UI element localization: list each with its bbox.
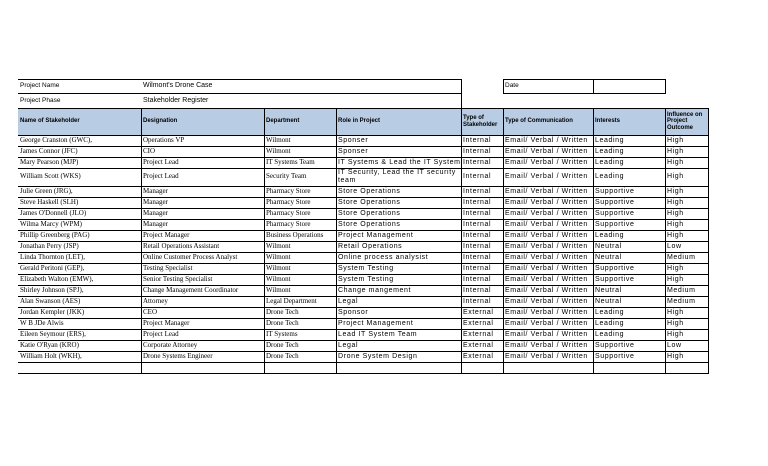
cell-communication[interactable]: Email/ Verbal / Written	[505, 319, 588, 327]
cell-interests[interactable]: Supportive	[595, 341, 635, 349]
cell-communication[interactable]: Email/ Verbal / Written	[505, 253, 588, 261]
cell-influence[interactable]: High	[667, 136, 684, 144]
cell-influence[interactable]: High	[667, 220, 684, 228]
cell-communication[interactable]: Email/ Verbal / Written	[505, 264, 588, 272]
cell-stakeholder-type[interactable]: Internal	[463, 231, 492, 239]
cell-department[interactable]: Drone Tech	[266, 340, 299, 349]
cell-interests[interactable]: Leading	[595, 319, 625, 327]
grid-line	[665, 108, 666, 374]
cell-communication[interactable]: Email/ Verbal / Written	[505, 198, 588, 206]
grid-line	[18, 351, 708, 352]
grid-line	[461, 108, 462, 374]
grid-line	[18, 79, 462, 80]
cell-interests[interactable]: Supportive	[595, 187, 635, 195]
cell-designation[interactable]: Retail Operations Assistant	[143, 241, 220, 250]
cell-influence[interactable]: High	[667, 330, 684, 338]
cell-name[interactable]: Eileen Seymour (ERS),	[20, 329, 86, 338]
cell-department[interactable]: Pharmacy Store	[266, 208, 311, 217]
grid-line	[18, 329, 708, 330]
cell-name[interactable]: Mary Pearson (MJP)	[20, 157, 79, 166]
cell-role[interactable]: Store Operations	[338, 198, 401, 206]
cell-role[interactable]: Legal	[338, 341, 359, 349]
cell-interests[interactable]: Supportive	[595, 264, 635, 272]
cell-stakeholder-type[interactable]: Internal	[463, 158, 492, 166]
cell-stakeholder-type[interactable]: External	[463, 308, 494, 316]
cell-influence[interactable]: High	[667, 173, 684, 181]
cell-stakeholder-type[interactable]: Internal	[463, 253, 492, 261]
cell-stakeholder-type[interactable]: Internal	[463, 173, 492, 181]
cell-role[interactable]: Store Operations	[338, 220, 401, 228]
cell-department[interactable]: Pharmacy Store	[266, 186, 311, 195]
cell-role[interactable]: Store Operations	[338, 187, 401, 195]
cell-name[interactable]: William Scott (WKS)	[20, 172, 81, 181]
cell-communication[interactable]: Email/ Verbal / Written	[505, 242, 588, 250]
cell-influence[interactable]: High	[667, 147, 684, 155]
cell-name[interactable]: Julie Green (JRG),	[20, 186, 73, 195]
cell-interests[interactable]: Supportive	[595, 209, 635, 217]
grid-line	[18, 296, 708, 297]
cell-communication[interactable]: Email/ Verbal / Written	[505, 297, 588, 305]
cell-department[interactable]: Business Operations	[266, 230, 324, 239]
cell-influence[interactable]: High	[667, 275, 684, 283]
cell-interests[interactable]: Leading	[595, 231, 625, 239]
cell-role[interactable]: IT Systems & Lead the IT System	[338, 158, 461, 166]
cell-name[interactable]: James Connor (JFC)	[20, 146, 78, 155]
cell-designation[interactable]: Manager	[143, 197, 168, 206]
grid-line	[18, 263, 708, 264]
column-header-communication[interactable]: Type of Communication	[503, 108, 593, 135]
cell-name[interactable]: Linda Thornton (LET),	[20, 252, 85, 261]
cell-designation[interactable]	[141, 362, 264, 373]
cell-designation[interactable]: Online Customer Process Analyst	[143, 252, 238, 261]
cell-communication[interactable]: Email/ Verbal / Written	[505, 187, 588, 195]
column-header-designation[interactable]: Designation	[141, 108, 264, 135]
cell-interests[interactable]: Neutral	[595, 242, 622, 250]
cell-stakeholder-type[interactable]: Internal	[463, 147, 492, 155]
cell-stakeholder-type[interactable]: Internal	[463, 187, 492, 195]
cell-designation[interactable]: Manager	[143, 219, 168, 228]
cell-stakeholder-type[interactable]: External	[463, 319, 494, 327]
cell-role[interactable]: Sponser	[338, 147, 369, 155]
cell-interests[interactable]: Leading	[595, 136, 625, 144]
cell-communication[interactable]: Email/ Verbal / Written	[505, 308, 588, 316]
grid-line	[264, 108, 265, 374]
cell-designation[interactable]: CIO	[143, 146, 156, 155]
project-phase-label: Project Phase	[20, 97, 61, 105]
grid-line	[503, 79, 504, 93]
cell-influence[interactable]	[665, 362, 708, 373]
grid-line	[18, 373, 708, 374]
cell-designation[interactable]: Change Management Coordinator	[143, 285, 239, 294]
cell-communication[interactable]: Email/ Verbal / Written	[505, 173, 588, 181]
cell-department[interactable]: Wilmont	[266, 135, 291, 144]
cell-interests[interactable]: Supportive	[595, 198, 635, 206]
cell-stakeholder-type[interactable]: Internal	[463, 220, 492, 228]
cell-communication[interactable]: Email/ Verbal / Written	[505, 275, 588, 283]
grid-line	[18, 307, 708, 308]
cell-department[interactable]: Wilmont	[266, 252, 291, 261]
cell-name[interactable]: George Cranston (GWC),	[20, 135, 92, 144]
cell-role[interactable]: System Testing	[338, 264, 394, 272]
cell-designation[interactable]: Project Manager	[143, 230, 190, 239]
grid-line	[18, 157, 708, 158]
grid-line	[18, 208, 708, 209]
cell-interests[interactable]: Neutral	[595, 297, 622, 305]
cell-stakeholder-type[interactable]: External	[463, 330, 494, 338]
cell-communication[interactable]: Email/ Verbal / Written	[505, 136, 588, 144]
cell-role[interactable]	[336, 362, 461, 373]
cell-interests[interactable]: Leading	[595, 308, 625, 316]
cell-stakeholder-type[interactable]: Internal	[463, 297, 492, 305]
project-phase-value[interactable]: Stakeholder Register	[143, 97, 209, 105]
grid-line	[18, 252, 708, 253]
cell-communication[interactable]: Email/ Verbal / Written	[505, 341, 588, 349]
cell-department[interactable]: Wilmont	[266, 146, 291, 155]
grid-line	[18, 362, 708, 363]
grid-line	[18, 168, 708, 169]
cell-communication[interactable]: Email/ Verbal / Written	[505, 220, 588, 228]
cell-influence[interactable]: High	[667, 209, 684, 217]
cell-interests[interactable]: Leading	[595, 173, 625, 181]
cell-department[interactable]: Wilmont	[266, 263, 291, 272]
cell-influence[interactable]: High	[667, 319, 684, 327]
cell-department[interactable]: Wilmont	[266, 274, 291, 283]
cell-designation[interactable]: Project Manager	[143, 318, 190, 327]
cell-role[interactable]: Retail Operations	[338, 242, 403, 250]
grid-line	[18, 318, 708, 319]
cell-name[interactable]: Gerald Peritoni (GEP),	[20, 263, 85, 272]
cell-department[interactable]: Wilmont	[266, 285, 291, 294]
grid-line	[593, 108, 594, 374]
grid-line	[18, 241, 708, 242]
cell-communication[interactable]: Email/ Verbal / Written	[505, 209, 588, 217]
cell-communication[interactable]: Email/ Verbal / Written	[505, 330, 588, 338]
cell-designation[interactable]: Corporate Attorney	[143, 340, 198, 349]
cell-stakeholder-type[interactable]: Internal	[463, 264, 492, 272]
cell-department[interactable]: Security Team	[266, 172, 307, 181]
cell-interests[interactable]: Leading	[595, 158, 625, 166]
cell-influence[interactable]: Low	[667, 341, 682, 349]
cell-department[interactable]: Legal Department	[266, 296, 317, 305]
cell-communication[interactable]: Email/ Verbal / Written	[505, 352, 588, 360]
project-name-label: Project Name	[20, 82, 60, 90]
cell-role[interactable]: Lead IT System Team	[338, 330, 418, 338]
cell-influence[interactable]: High	[667, 158, 684, 166]
grid-line	[593, 79, 594, 93]
grid-line	[503, 108, 504, 374]
column-header-influence[interactable]: Influence on Project Outcome	[665, 108, 708, 135]
cell-name[interactable]: Alan Swanson (AES)	[20, 296, 81, 305]
grid-line	[18, 230, 708, 231]
grid-line	[708, 108, 709, 374]
grid-line	[336, 108, 337, 374]
cell-name[interactable]: Wilma Marcy (WPM)	[20, 219, 82, 228]
cell-stakeholder-type[interactable]: External	[463, 341, 494, 349]
cell-name[interactable]: James O'Donnell (JLO)	[20, 208, 87, 217]
grid-line	[461, 79, 462, 108]
cell-role[interactable]: Legal	[338, 297, 359, 305]
cell-name[interactable]: William Holt (WKH),	[20, 351, 82, 360]
column-header-department[interactable]: Department	[264, 108, 336, 135]
cell-designation[interactable]: Project Lead	[143, 329, 179, 338]
cell-role[interactable]: Project Management	[338, 319, 414, 327]
date-label: Date	[505, 82, 519, 90]
cell-influence[interactable]: Medium	[667, 253, 696, 261]
cell-interests[interactable]: Leading	[595, 147, 625, 155]
cell-communication[interactable]: Email/ Verbal / Written	[505, 147, 588, 155]
column-header-role[interactable]: Role in Project	[336, 108, 461, 135]
cell-stakeholder-type[interactable]	[461, 362, 503, 373]
grid-line	[18, 186, 708, 187]
cell-influence[interactable]: High	[667, 264, 684, 272]
grid-line	[141, 108, 142, 374]
cell-role[interactable]: IT Security, Lead the IT security team	[338, 169, 456, 184]
column-header-stakeholder-type[interactable]: Type of Stakeholder	[461, 108, 503, 135]
cell-influence[interactable]: Medium	[667, 297, 696, 305]
cell-stakeholder-type[interactable]: External	[463, 352, 494, 360]
cell-stakeholder-type[interactable]: Internal	[463, 286, 492, 294]
grid-line	[18, 285, 708, 286]
cell-communication[interactable]: Email/ Verbal / Written	[505, 158, 588, 166]
cell-role[interactable]: Drone System Design	[338, 352, 418, 360]
cell-name[interactable]: Elizabeth Walton (EMW),	[20, 274, 94, 283]
date-value[interactable]	[593, 79, 665, 93]
cell-interests[interactable]	[593, 362, 665, 373]
cell-interests[interactable]: Neutral	[595, 286, 622, 294]
cell-interests[interactable]: Supportive	[595, 275, 635, 283]
cell-role[interactable]: Sponsor	[338, 308, 369, 316]
cell-stakeholder-type[interactable]: Internal	[463, 136, 492, 144]
grid-line	[18, 197, 708, 198]
cell-name[interactable]: Phillip Greenberg (PAG)	[20, 230, 90, 239]
cell-role[interactable]: Store Operations	[338, 209, 401, 217]
cell-influence[interactable]: High	[667, 231, 684, 239]
cell-designation[interactable]: Project Lead	[143, 172, 179, 181]
cell-department[interactable]: Drone Tech	[266, 307, 299, 316]
grid-line	[18, 340, 708, 341]
cell-stakeholder-type[interactable]: Internal	[463, 275, 492, 283]
cell-role[interactable]: Sponser	[338, 136, 369, 144]
cell-stakeholder-type[interactable]: Internal	[463, 209, 492, 217]
cell-designation[interactable]: Manager	[143, 186, 168, 195]
grid-line	[18, 274, 708, 275]
cell-department[interactable]: Drone Tech	[266, 351, 299, 360]
project-name-value[interactable]: Wilmont's Drone Case	[143, 82, 213, 90]
cell-influence[interactable]: High	[667, 308, 684, 316]
cell-name[interactable]	[18, 362, 141, 373]
grid-line	[18, 135, 708, 136]
cell-influence[interactable]: High	[667, 198, 684, 206]
cell-role[interactable]: Online process analysist	[338, 253, 429, 261]
cell-stakeholder-type[interactable]: Internal	[463, 198, 492, 206]
cell-department[interactable]: Pharmacy Store	[266, 197, 311, 206]
cell-interests[interactable]: Neutral	[595, 253, 622, 261]
cell-name[interactable]: Shirley Johnson (SPJ),	[20, 285, 84, 294]
cell-name[interactable]: Jonathan Perry (JSP)	[20, 241, 79, 250]
grid-line	[18, 108, 708, 109]
cell-communication[interactable]	[503, 362, 593, 373]
cell-influence[interactable]: High	[667, 187, 684, 195]
cell-department[interactable]	[264, 362, 336, 373]
cell-designation[interactable]: Manager	[143, 208, 168, 217]
column-header-name[interactable]: Name of Stakeholder	[18, 108, 141, 135]
cell-role[interactable]: Change mangement	[338, 286, 412, 294]
cell-role[interactable]: Project Management	[338, 231, 414, 239]
cell-department[interactable]: Wilmont	[266, 241, 291, 250]
grid-line	[665, 79, 666, 93]
cell-designation[interactable]: Drone Systems Engineer	[143, 351, 213, 360]
cell-designation[interactable]: Attorney	[143, 296, 168, 305]
cell-designation[interactable]: Testing Specialist	[143, 263, 193, 272]
grid-line	[18, 219, 708, 220]
cell-name[interactable]: Katie O'Ryan (KRO)	[20, 340, 79, 349]
cell-communication[interactable]: Email/ Verbal / Written	[505, 231, 588, 239]
cell-interests[interactable]: Leading	[595, 330, 625, 338]
cell-department[interactable]: IT Systems Team	[266, 157, 315, 166]
grid-line	[18, 146, 708, 147]
grid-line	[18, 93, 462, 94]
cell-influence[interactable]: High	[667, 352, 684, 360]
cell-designation[interactable]: Senior Testing Specialist	[143, 274, 213, 283]
cell-influence[interactable]: Low	[667, 242, 682, 250]
cell-interests[interactable]: Supportive	[595, 220, 635, 228]
cell-department[interactable]: IT Systems	[266, 329, 298, 338]
cell-department[interactable]: Drone Tech	[266, 318, 299, 327]
grid-line	[503, 93, 666, 94]
cell-department[interactable]: Pharmacy Store	[266, 219, 311, 228]
cell-role[interactable]: System Testing	[338, 275, 394, 283]
cell-designation[interactable]: Project Lead	[143, 157, 179, 166]
cell-name[interactable]: W B JDe Alwis	[20, 318, 64, 327]
cell-communication[interactable]: Email/ Verbal / Written	[505, 286, 588, 294]
cell-designation[interactable]: Operations VP	[143, 135, 185, 144]
cell-stakeholder-type[interactable]: Internal	[463, 242, 492, 250]
cell-name[interactable]: Jordan Kempler (JKK)	[20, 307, 85, 316]
column-header-interests[interactable]: Interests	[593, 108, 665, 135]
cell-interests[interactable]: Supportive	[595, 352, 635, 360]
grid-line	[503, 79, 666, 80]
cell-name[interactable]: Steve Haskell (SLH)	[20, 197, 79, 206]
cell-designation[interactable]: CEO	[143, 307, 157, 316]
cell-influence[interactable]: Medium	[667, 286, 696, 294]
